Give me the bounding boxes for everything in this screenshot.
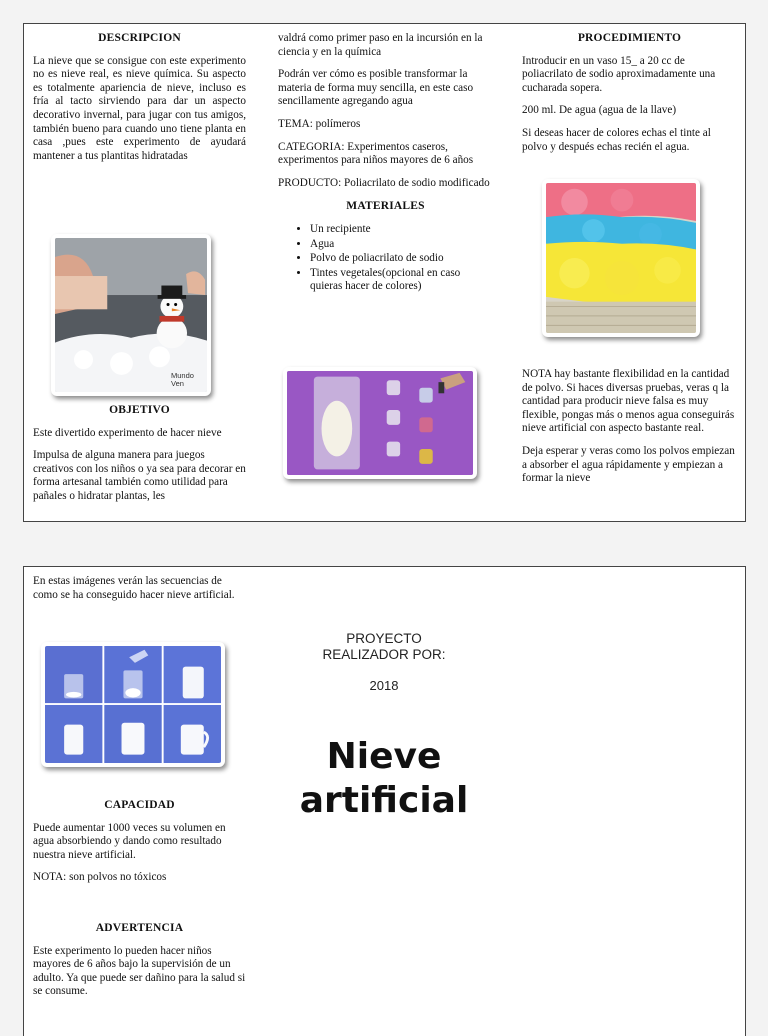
heading-descripcion: DESCRIPCION xyxy=(98,32,181,44)
photo-snowman xyxy=(51,234,211,396)
procedimiento-nota: NOTA hay bastante flexibilidad en la cantidad de polvo. Si haces diversas pruebas, veras q la cantidad para producir nieve falsa es muy flexible, pongas más o menos agua conseguirás nieve artificial con aspecto bastante real. xyxy=(522,368,735,435)
cover-year: 2018 xyxy=(369,678,399,693)
heading-advertencia: ADVERTENCIA xyxy=(95,922,184,934)
brochure-page-back xyxy=(23,566,746,1036)
capacidad-nota: NOTA: son polvos no tóxicos xyxy=(33,871,167,884)
cover-block xyxy=(284,631,484,693)
capacidad-text: Puede aumentar 1000 veces su volumen en agua absorbiendo y dando como resultado nuestra nieve artificial. xyxy=(33,821,226,861)
column-nota xyxy=(522,368,737,495)
column-info xyxy=(278,32,493,295)
procedimiento-p2: 200 ml. De agua (agua de la llave) xyxy=(522,104,677,117)
info-p1: valdrá como primer paso en la incursión en la ciencia y en la química xyxy=(278,32,483,58)
heading-capacidad: CAPACIDAD xyxy=(104,799,175,811)
cover-title-line2: artificial xyxy=(299,780,469,821)
objetivo-p1: Este divertido experimento de hacer nieve xyxy=(33,426,222,439)
cover-title-line1: Nieve xyxy=(326,736,442,777)
photo-colored-snow xyxy=(542,179,700,337)
material-item: • Agua xyxy=(310,238,493,252)
material-item: • Polvo de poliacrilato de sodio xyxy=(310,252,493,266)
column-secuencia xyxy=(33,575,246,611)
photo-sequence xyxy=(41,642,225,767)
procedimiento-p3: Si deseas hacer de colores echas el tinte al polvo y después echas recién el agua. xyxy=(522,126,711,153)
procedimiento-p1: Introducir en un vaso 15_ a 20 cc de poliacrilato de sodio aproximadamente una cucharada sopera. xyxy=(522,54,716,94)
column-descripcion xyxy=(33,32,246,172)
photo-caption-mundoven: Mundo Ven xyxy=(171,371,194,388)
material-item: • Un recipiente xyxy=(310,223,493,237)
heading-procedimiento: PROCEDIMIENTO xyxy=(577,32,682,44)
column-advertencia xyxy=(33,922,246,1008)
heading-materiales: MATERIALES xyxy=(346,200,425,213)
column-procedimiento xyxy=(522,32,737,163)
photo-materials xyxy=(283,367,477,479)
objetivo-p2: Impulsa de alguna manera para juegos creativos con los niños o ya sea para decorar en forma artesanal también como utilidad para pañales o hidratar plantas, les xyxy=(33,449,246,502)
advertencia-text: Este experimento lo pueden hacer niños mayores de 6 años bajo la supervisión de un adulto. Ya que puede ser dañino para la salud si se consume. xyxy=(33,944,246,998)
material-item: • Tintes vegetales(opcional en caso quieras hacer de colores) xyxy=(310,267,493,294)
secuencia-intro: En estas imágenes verán las secuencias de como se ha conseguido hacer nieve artificial. xyxy=(33,575,235,601)
cover-proyecto: PROYECTO REALIZADOR POR: xyxy=(322,631,446,662)
column-capacidad xyxy=(33,799,246,894)
materiales-list xyxy=(278,223,493,294)
info-categoria: CATEGORIA: Experimentos caseros, experimentos para niños mayores de 6 años xyxy=(278,140,474,167)
descripcion-text: La nieve que se consigue con este experimento no es nieve real, es nieve química. Su aspecto es totalmente apariencia de nieve, incluso es fría al tacto sirviendo para dar un aspecto decorativo invernal, para jugar con tus amigos, también bueno para cuando uno tiene planta en casa ,pues este experimento de ayudará mantener a tus plantitas hidratadas xyxy=(33,54,246,162)
heading-objetivo: OBJETIVO xyxy=(109,404,170,416)
column-objetivo xyxy=(33,404,246,513)
brochure-page-front xyxy=(23,23,746,522)
info-producto: PRODUCTO: Poliacrilato de sodio modificado xyxy=(278,176,490,189)
info-p2: Podrán ver cómo es posible transformar la materia de forma muy sencilla, en este caso sencillamente agregando agua xyxy=(278,68,474,108)
info-tema: TEMA: polímeros xyxy=(278,117,361,130)
cover-title xyxy=(279,735,489,823)
procedimiento-p4: Deja esperar y veras como los polvos empiezan a absorber el agua rápidamente y empiezan a formar la nieve xyxy=(522,444,735,485)
